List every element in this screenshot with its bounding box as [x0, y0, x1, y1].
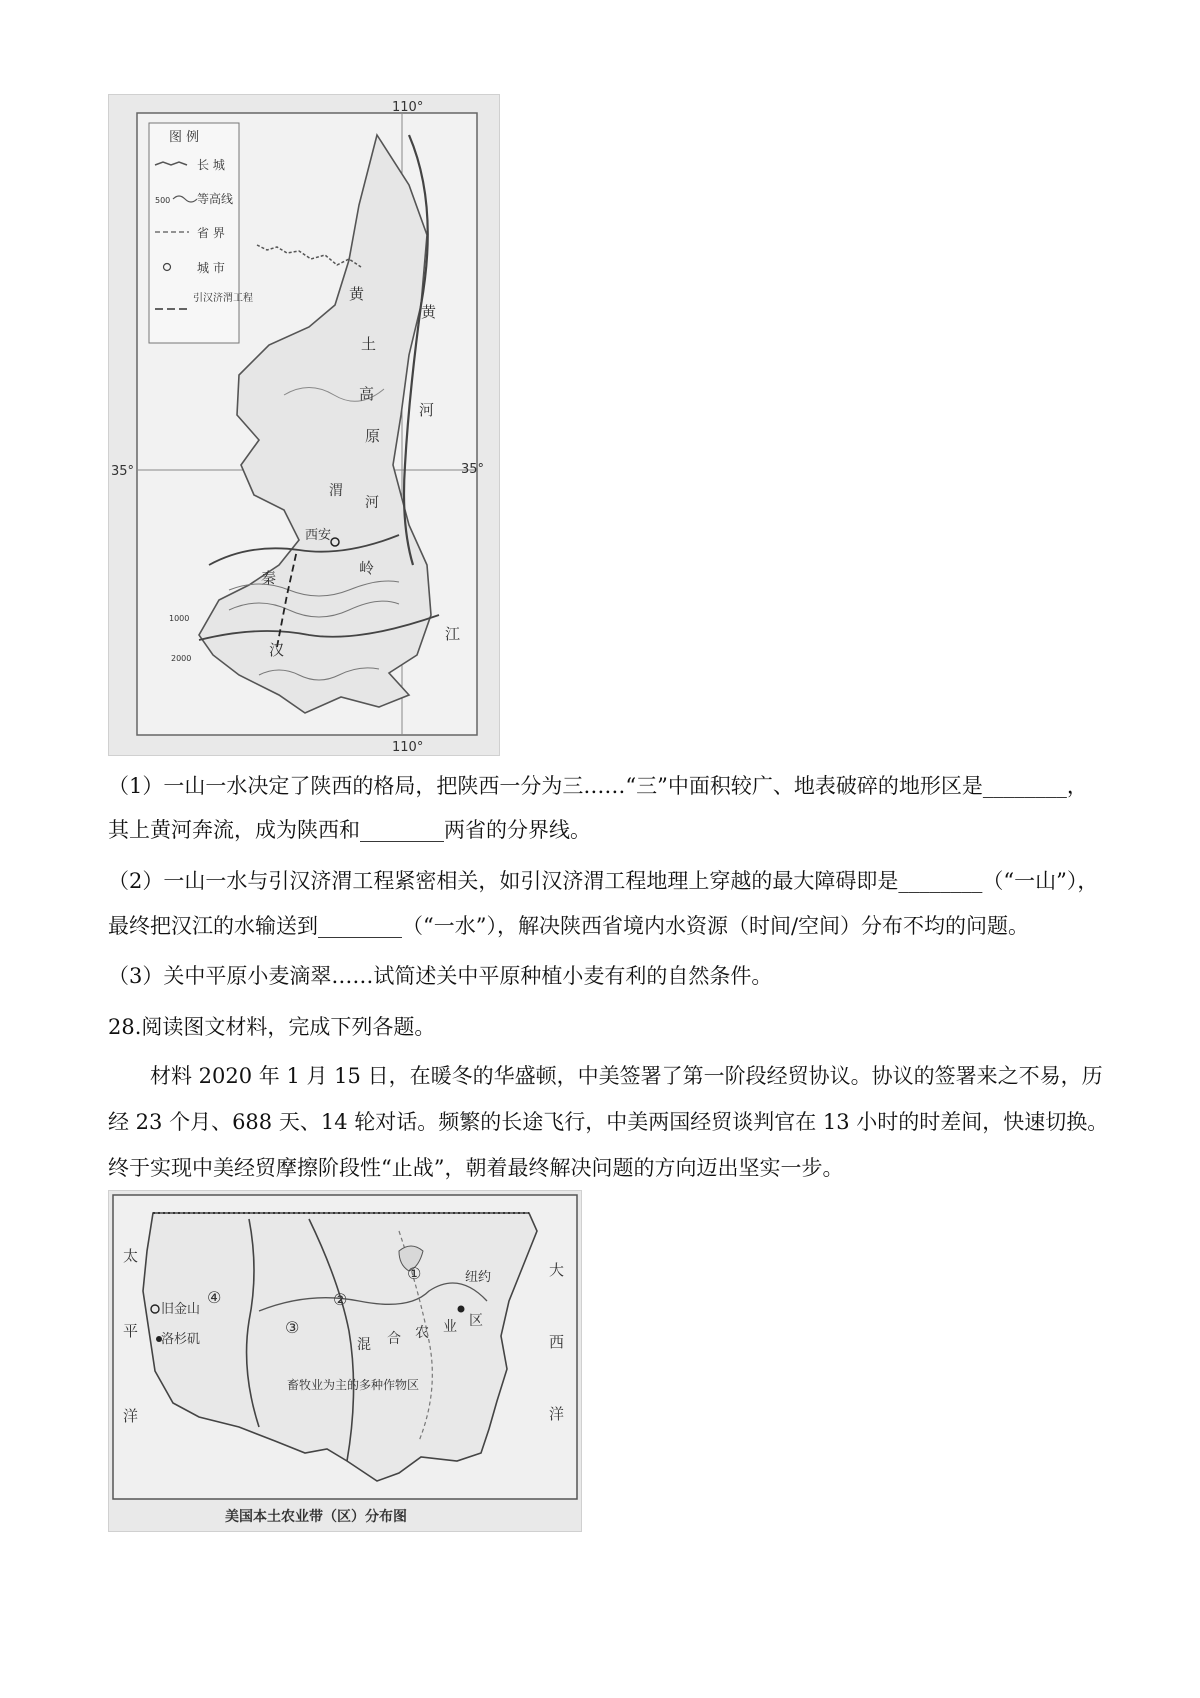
- q28-heading: 28.阅读图文材料，完成下列各题。: [108, 1015, 436, 1039]
- label-xian: 西安: [305, 528, 332, 543]
- legend-contour-value: 500: [155, 196, 171, 205]
- label-newyork: 纽约: [465, 1270, 492, 1285]
- legend-item-project: 引汉济渭工程: [193, 293, 253, 304]
- q1-line2: 其上黄河奔流，成为陕西和________两省的分界线。: [108, 818, 591, 842]
- material-line3: 终于实现中美经贸摩擦阶段性“止战”，朝着最终解决问题的方向迈出坚实一步。: [108, 1156, 844, 1180]
- label-huang-right: 黄: [421, 303, 437, 321]
- label-tu: 土: [361, 335, 377, 353]
- mixed-char-3: 农: [415, 1325, 429, 1341]
- label-gao: 高: [359, 385, 375, 403]
- label-yuan: 原: [365, 427, 381, 445]
- longitude-top-label: 110°: [392, 100, 424, 115]
- region-4-label: ④: [207, 1288, 222, 1307]
- newyork-dot: [458, 1306, 465, 1313]
- label-han: 汉: [269, 641, 285, 659]
- us-agriculture-map: [108, 1190, 582, 1532]
- label-qin: 秦: [261, 569, 277, 587]
- atlantic-char-1: 大: [549, 1261, 565, 1279]
- pacific-char-3: 洋: [123, 1407, 139, 1425]
- mixed-char-2: 合: [387, 1331, 401, 1347]
- material-line1: 材料 2020 年 1 月 15 日，在暖冬的华盛顿，中美签署了第一阶段经贸协议。协议的签署来之不易，历: [150, 1064, 1103, 1088]
- atlantic-char-2: 西: [549, 1333, 565, 1351]
- label-huang-left: 黄: [349, 285, 365, 303]
- label-losangeles: 洛杉矶: [161, 1332, 201, 1347]
- mixed-char-1: 混: [357, 1337, 371, 1353]
- label-sanfrancisco: 旧金山: [161, 1302, 201, 1317]
- q3-line1: （3）关中平原小麦滴翠……试简述关中平原种植小麦有利的自然条件。: [108, 964, 773, 988]
- pacific-char-2: 平: [123, 1322, 139, 1340]
- label-ling: 岭: [359, 559, 375, 577]
- region-2-label: ②: [333, 1290, 348, 1309]
- mixed-char-5: 区: [469, 1313, 483, 1329]
- legend-item-province: 省 界: [197, 226, 225, 240]
- legend-title: 图 例: [169, 130, 200, 145]
- q2-line2: 最终把汉江的水输送到________（“一水”），解决陕西省境内水资源（时间/空间）分布不均的问题。: [108, 914, 1030, 938]
- shaanxi-map: [108, 94, 500, 756]
- legend-item-city: 城 市: [197, 261, 225, 275]
- label-he2: 河: [365, 495, 379, 511]
- label-ranching-region: 畜牧业为主的多种作物区: [287, 1378, 420, 1392]
- shaanxi-map-svg: [109, 95, 499, 755]
- q2-line1: （2）一山一水与引汉济渭工程紧密相关，如引汉济渭工程地理上穿越的最大障碍即是________（“一山”），: [108, 869, 1099, 893]
- pacific-char-1: 太: [123, 1247, 139, 1265]
- region-1-label: ①: [407, 1264, 422, 1283]
- latitude-left-label: 35°: [111, 464, 135, 479]
- material-line2: 经 23 个月、688 天、14 轮对话。频繁的长途飞行，中美两国经贸谈判官在 13 小时的时差间，快速切换。: [108, 1110, 1109, 1134]
- region-3-label: ③: [285, 1318, 300, 1337]
- label-jiang: 江: [445, 625, 461, 643]
- mixed-char-4: 业: [443, 1319, 457, 1335]
- legend-item-contour: 等高线: [197, 192, 234, 206]
- contour-label-1000: 1000: [169, 614, 190, 623]
- longitude-bottom-label: 110°: [392, 740, 424, 755]
- legend-item-greatwall: 长 城: [197, 158, 225, 172]
- atlantic-char-3: 洋: [549, 1405, 565, 1423]
- us-agriculture-map-svg: [109, 1191, 581, 1531]
- latitude-right-label: 35°: [461, 462, 485, 477]
- label-he: 河: [419, 401, 435, 419]
- q1-line1: （1）一山一水决定了陕西的格局，把陕西一分为三……“三”中面积较广、地表破碎的地形区是________，: [108, 774, 1088, 798]
- contour-label-2000: 2000: [171, 654, 192, 663]
- label-wei: 渭: [329, 483, 343, 499]
- map2-caption: 美国本土农业带（区）分布图: [225, 1509, 407, 1525]
